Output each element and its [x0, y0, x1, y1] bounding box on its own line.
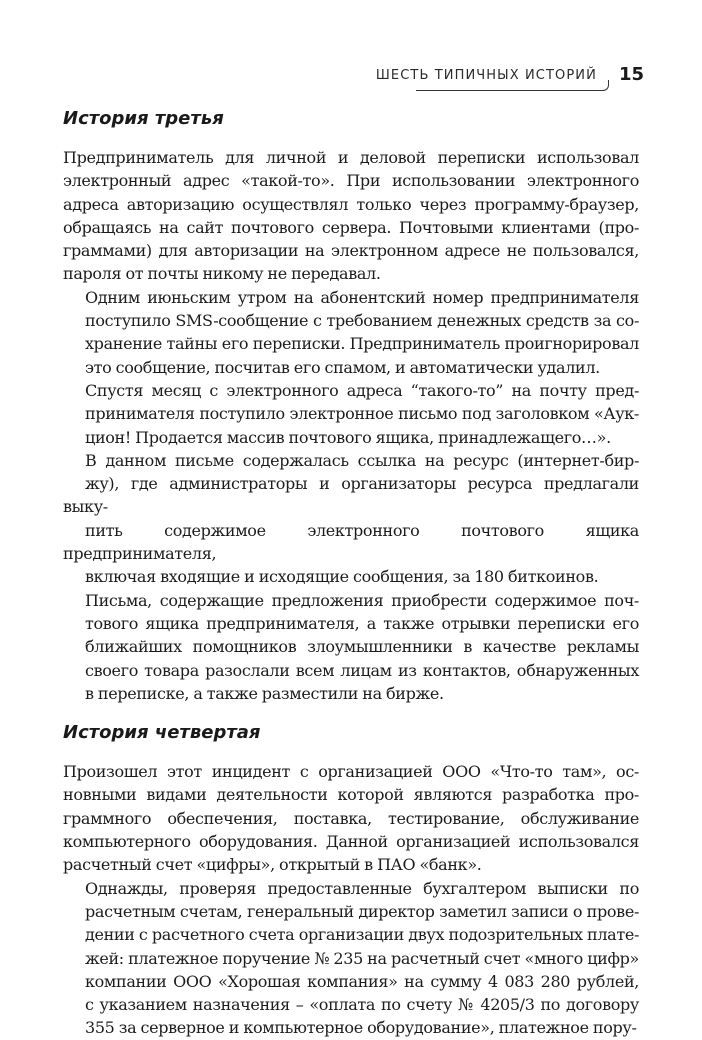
- text-line: Спустя месяц с электронного адреса “такого-то” на почту пред-: [85, 380, 639, 400]
- text-line: жей: платежное поручение № 235 на расчетный счет «много цифр»: [85, 948, 639, 968]
- text-line: расчетный счет «цифры», открытый в ПАО «банк».: [63, 855, 482, 875]
- paragraph: [63, 589, 639, 705]
- text-line: включая входящие и исходящие сообщения, за 180 биткоинов.: [85, 567, 599, 587]
- page-content: [63, 106, 639, 1040]
- paragraph: [63, 286, 639, 379]
- section-heading: История четвертая: [63, 722, 261, 744]
- section-body: [63, 146, 639, 705]
- text-line: с указанием назначения – «оплата по счету № 4205/3 по договору: [85, 995, 639, 1015]
- text-line: своего товара разослали всем лицам из контактов, обнаруженных: [85, 660, 639, 680]
- section-heading: История третья: [63, 108, 224, 129]
- text-line: граммного обеспечения, поставка, тестирование, обслуживание: [63, 808, 639, 828]
- page-number: 15: [618, 64, 644, 85]
- paragraph: [63, 379, 639, 449]
- text-line: Одним июньским утром на абонентский номер предпринимателя: [85, 287, 639, 307]
- text-line: в переписке, а также разместили на бирже.: [85, 683, 444, 703]
- paragraph: [63, 146, 639, 286]
- paragraph: [63, 449, 639, 589]
- text-line: адреса авторизацию осуществлял только через программу-браузер,: [63, 194, 639, 214]
- text-line: цион! Продается массив почтового ящика, принадлежащего…».: [85, 427, 611, 447]
- text-line: новными видами деятельности которой являются разработка про-: [63, 785, 639, 805]
- text-line: 355 за серверное и компьютерное оборудование», платежное пору-: [85, 1018, 637, 1038]
- text-line: Произошел этот инцидент с организацией ООО «Что-то там», ос-: [63, 762, 639, 782]
- text-line: Письма, содержащие предложения приобрести содержимое поч-: [85, 590, 639, 610]
- text-line: расчетным счетам, генеральный директор заметил записи о прове-: [85, 901, 639, 921]
- text-line: электронный адрес «такой-то». При использовании электронного: [63, 171, 639, 191]
- text-line: компьютерного оборудования. Данной организацией использовался: [63, 832, 639, 852]
- text-line: пить содержимое электронного почтового ящика предпринимателя,: [63, 520, 639, 564]
- paragraph: [63, 877, 639, 1040]
- text-line: дении с расчетного счета организации двух подозрительных плате-: [85, 925, 639, 945]
- section-body: [63, 760, 639, 1040]
- text-line: хранение тайны его переписки. Предприниматель проигнорировал: [85, 334, 639, 354]
- text-line: ближайших помощников злоумышленники в качестве рекламы: [85, 637, 639, 657]
- text-line: пароля от почты никому не передавал.: [63, 264, 381, 284]
- text-line: принимателя поступило электронное письмо под заголовком «Аук-: [85, 404, 639, 424]
- text-line: Предприниматель для личной и деловой переписки использовал: [63, 148, 639, 167]
- text-line: это сообщение, посчитав его спамом, и автоматически удалил.: [85, 357, 600, 377]
- text-line: Однажды, проверяя предоставленные бухгалтером выписки по: [85, 878, 639, 898]
- text-line: тового ящика предпринимателя, а также отрывки переписки его: [85, 613, 639, 633]
- running-title: ШЕСТЬ ТИПИЧНЫХ ИСТОРИЙ: [375, 68, 597, 83]
- text-line: компании ООО «Хорошая компания» на сумму 4 083 280 рублей,: [85, 971, 639, 991]
- text-line: граммами) для авторизации на электронном адресе не пользовался,: [63, 241, 639, 261]
- text-line: обращаясь на сайт почтового сервера. Почтовыми клиентами (про-: [63, 217, 639, 237]
- text-line: В данном письме содержалась ссылка на ресурс (интернет-бир-: [85, 450, 639, 470]
- paragraph: [63, 760, 639, 876]
- text-line: поступило SMS-сообщение с требованием денежных средств за со-: [85, 311, 639, 331]
- header-rule: [416, 90, 604, 91]
- text-line: жу), где администраторы и организаторы ресурса предлагали выку-: [63, 474, 639, 517]
